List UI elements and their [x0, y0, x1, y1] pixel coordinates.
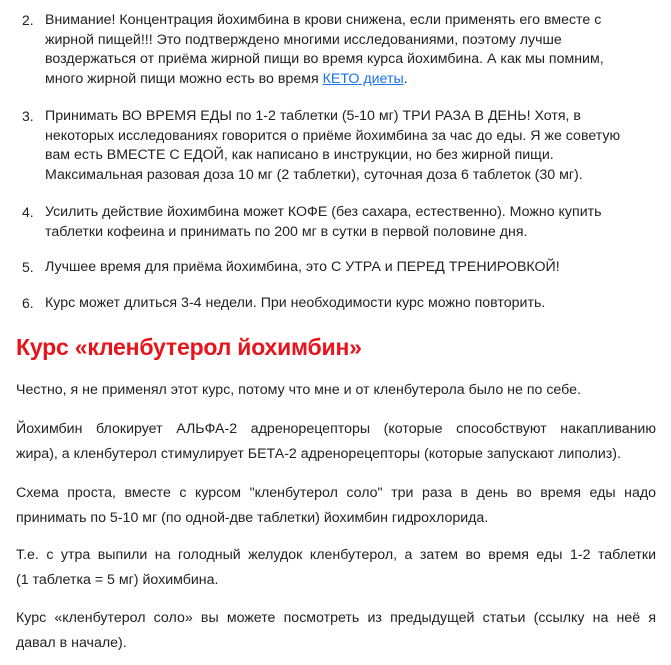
text-line: жира), а кленбутерол стимулирует БЕТА-2 адренорецепторы (которые запускают липолиз).	[16, 446, 621, 462]
text-line: Усилить действие йохимбина может КОФЕ (без сахара, естественно). Можно купить	[45, 204, 602, 220]
text-line: Курс может длиться 3-4 недели. При необходимости курс можно повторить.	[45, 295, 546, 311]
section-heading: Курс «кленбутерол йохимбин»	[16, 334, 362, 360]
text-fragment: .	[403, 70, 408, 87]
text-line	[45, 70, 649, 90]
paragraph	[16, 543, 656, 593]
list-item-text	[45, 107, 649, 185]
text-line: Принимать ВО ВРЕМЯ ЕДЫ по 1-2 таблетки (5-10 мг) ТРИ РАЗА В ДЕНЬ! Хотя, в	[45, 108, 581, 124]
paragraph	[16, 378, 656, 403]
text-line: некоторых исследованиях говорится о приёме йохимбина за час до еды. Я же советую	[45, 127, 621, 144]
text-line: Схема проста, вместе с курсом "кленбутерол соло" три раза в день во время еды надо	[16, 485, 656, 501]
paragraph	[16, 606, 656, 656]
paragraph	[16, 481, 656, 531]
list-item-text	[45, 258, 649, 278]
text-fragment: много жирной пищи можно есть во время	[45, 70, 323, 87]
list-item-number: 3.	[22, 108, 34, 124]
text-line: давал в начале).	[16, 635, 127, 651]
text-line: таблетки кофеина и принимать по 200 мг в сутки в первой половине дня.	[45, 223, 528, 240]
paragraph	[16, 417, 656, 467]
text-line: Максимальная разовая доза 10 мг (2 таблетки), суточная доза 6 таблеток (30 мг).	[45, 166, 583, 183]
text-line: жирной пищей!!! Это подтверждено многими исследованиями, поэтому лучше	[45, 31, 562, 48]
list-item-number: 4.	[22, 204, 34, 220]
list-item-text	[45, 294, 649, 314]
list-item-text	[45, 203, 649, 242]
text-line: (1 таблетка = 5 мг) йохимбина.	[16, 572, 219, 588]
text-line: Лучшее время для приёма йохимбина, это С УТРА и ПЕРЕД ТРЕНИРОВКОЙ!	[45, 259, 560, 275]
text-line: Честно, я не применял этот курс, потому что мне и от кленбутерола было не по себе.	[16, 382, 581, 398]
text-line: Т.е. с утра выпили на голодный желудок кленбутерол, а затем во время еды 1-2 таблетки	[16, 547, 656, 563]
text-line: Курс «кленбутерол соло» вы можете посмотреть из предыдущей статьи (ссылку на неё я	[16, 610, 656, 626]
text-line: воздержаться от приёма жирной пищи во время курса йохимбина. А как мы помним,	[45, 51, 604, 67]
text-line: Внимание! Концентрация йохимбина в крови снижена, если применять его вместе с	[45, 12, 602, 28]
list-item-number: 5.	[22, 259, 34, 275]
list-item-number: 6.	[22, 295, 34, 311]
list-item-text	[45, 11, 649, 89]
text-line: принимать по 5-10 мг (по одной-две таблетки) йохимбин гидрохлорида.	[16, 510, 489, 526]
text-line: вам есть ВМЕСТЕ С ЕДОЙ, как написано в инструкции, но без жирной пищи.	[45, 147, 554, 163]
list-item-number: 2.	[22, 12, 34, 28]
keto-diet-link[interactable]: КЕТО диеты	[322, 70, 404, 87]
text-line: Йохимбин блокирует АЛЬФА-2 адренорецепторы (которые способствуют накапливанию	[16, 421, 656, 437]
